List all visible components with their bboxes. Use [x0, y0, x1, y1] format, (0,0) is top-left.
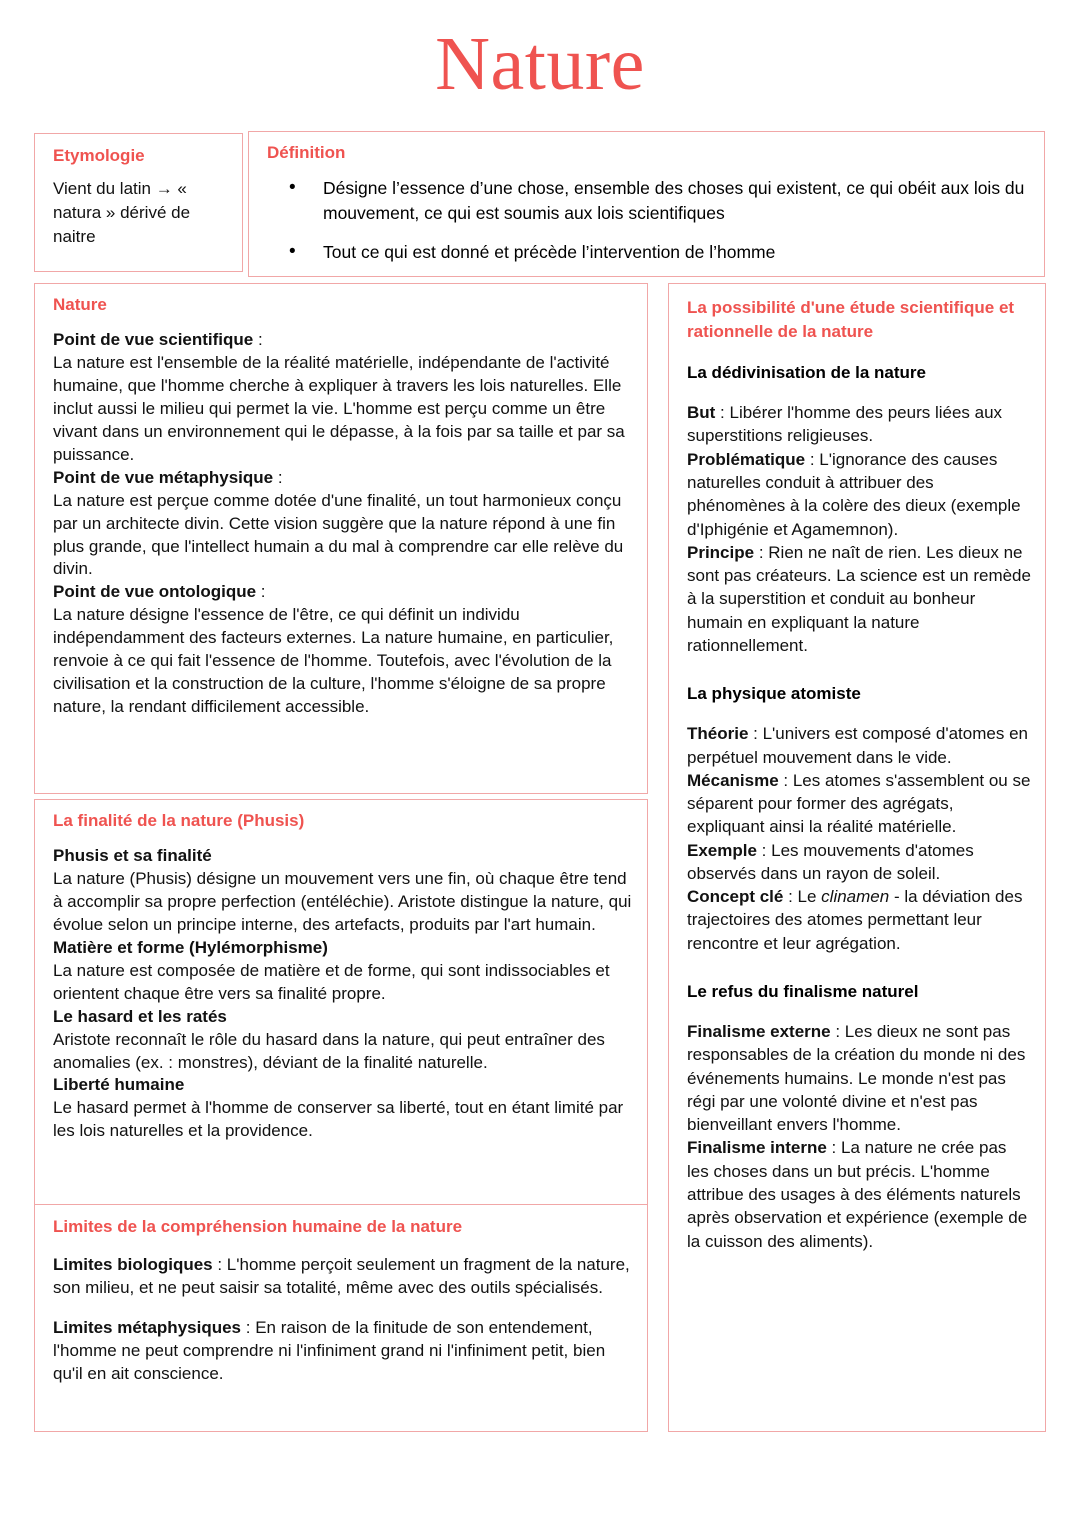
entry-text: Les mouvements d'atomes observés dans un rayon de soleil.: [687, 840, 974, 883]
entry-text: Rien ne naît de rien. Les dieux ne sont pas créateurs. La science est un remède à la superstition et conduit au bonheur humain en expliquant la nature rationnellement.: [687, 542, 1031, 655]
definition-card: [248, 131, 1045, 277]
entry-separator: :: [830, 1021, 845, 1041]
phusis-entry: [53, 1006, 633, 1075]
etude-subheading: La physique atomiste: [687, 684, 861, 704]
etude-section-body: [687, 722, 1031, 955]
entry-label: Matière et forme (Hylémorphisme): [53, 937, 328, 957]
phusis-body: [53, 845, 633, 1143]
etymologie-heading: Etymologie: [53, 146, 145, 165]
entry-text: Les atomes s'assemblent ou se séparent pour former des agrégats, expliquant ainsi la réalité matérielle.: [687, 770, 1031, 837]
entry-separator: :: [778, 770, 793, 790]
etude-subheading: Le refus du finalisme naturel: [687, 982, 919, 1002]
phusis-entry: [53, 1074, 633, 1143]
list-item: • Désigne l’essence d’une chose, ensemble des choses qui existent, ce qui obéit aux lois du mouvement, ce qui est soumis aux lois scientifiques: [323, 176, 1028, 226]
entry-label: Exemple: [687, 840, 757, 860]
etude-entry: [687, 401, 1031, 448]
entry-label: But: [687, 403, 716, 423]
entry-label: Point de vue métaphysique: [53, 467, 274, 487]
etude-entry: [687, 448, 1031, 541]
entry-text-before: Le: [797, 887, 822, 907]
etude-subheading: La dédivinisation de la nature: [687, 363, 926, 383]
phusis-heading: La finalité de la nature (Phusis): [53, 811, 305, 830]
entry-label: Limites métaphysiques: [53, 1317, 242, 1337]
entry-separator: :: [715, 403, 730, 423]
entry-label: Concept clé: [687, 887, 784, 907]
list-item: • Tout ce qui est donné et précède l’intervention de l’homme: [323, 240, 1028, 265]
entry-label: Limites biologiques: [53, 1255, 213, 1275]
entry-label: Théorie: [687, 724, 749, 744]
entry-label: Problématique: [687, 449, 806, 469]
entry-separator: :: [253, 330, 263, 350]
entry-label: Point de vue scientifique: [53, 330, 254, 350]
definition-heading: Définition: [267, 143, 346, 162]
nature-entry: [53, 467, 633, 582]
etude-entry: [687, 1136, 1031, 1252]
entry-separator: :: [783, 887, 798, 907]
entry-label: Finalisme interne: [687, 1138, 827, 1158]
etymologie-card: [34, 133, 243, 272]
entry-text: L'ignorance des causes naturelles conduit à attribuer des phénomènes à la colère des dieux (exemple d'Iphigénie et Agamemnon).: [687, 449, 1021, 539]
entry-separator: :: [241, 1317, 256, 1337]
entry-label: Le hasard et les ratés: [53, 1006, 227, 1026]
entry-text: L'homme perçoit seulement un fragment de la nature, son milieu, et ne peut saisir sa totalité, même avec des outils spécialisés.: [53, 1255, 630, 1298]
limites-heading: Limites de la compréhension humaine de la nature: [53, 1217, 463, 1236]
etude-entry: [687, 1020, 1031, 1136]
etude-entry: [687, 839, 1031, 886]
etude-scientifique-card: [668, 283, 1046, 1432]
limites-card: [34, 1204, 648, 1432]
definition-bullet-list: [267, 176, 1028, 265]
limites-entry: [53, 1317, 633, 1386]
entry-label: Phusis et sa finalité: [53, 846, 212, 866]
entry-separator: :: [256, 582, 266, 602]
nature-card: [34, 283, 648, 794]
entry-italic-term: clinamen: [821, 887, 890, 907]
etude-section-body: [687, 401, 1031, 657]
entry-text-after: - la déviation des trajectoires des atomes permettant leur rencontre et leur agrégation.: [687, 887, 1023, 953]
entry-separator: :: [805, 449, 820, 469]
nature-entry: [53, 581, 633, 719]
entry-separator: :: [754, 542, 769, 562]
etude-heading: La possibilité d'une étude scientifique et rationnelle de la nature: [687, 298, 1015, 342]
etude-entry: [687, 722, 1031, 769]
entry-text: La nature désigne l'essence de l'être, ce qui définit un individu indépendamment des facteurs externes. La nature humaine, en particulier, renvoie à ce qui fait l'essence de l'homme. Toutefois, avec l'évolution de la civilisation et la construction de la culture, l'homme s'éloigne de sa propre nature, la rendant difficilement accessible.: [53, 605, 614, 717]
entry-text: En raison de la finitude de son entendement, l'homme ne peut comprendre ni l'infiniment grand ni l'infiniment petit, bien qu'il en ait conscience.: [53, 1317, 606, 1383]
entry-separator: :: [273, 467, 283, 487]
entry-text: Le hasard permet à l'homme de conserver sa liberté, tout en étant limité par les lois naturelles et la providence.: [53, 1098, 624, 1141]
etude-entry: [687, 769, 1031, 839]
entry-text: La nature est l'ensemble de la réalité matérielle, indépendante de l'activité humaine, que l'homme cherche à expliquer à travers les lois naturelles. Elle inclut aussi le milieu qui permet la vie. L'homme est perçu comme un être vivant dans un environnement qui le dépasse, à la fois par sa taille et par sa puissance.: [53, 353, 625, 464]
etude-section-body: [687, 1020, 1031, 1253]
phusis-card: [34, 799, 648, 1209]
entry-text: L'univers est composé d'atomes en perpétuel mouvement dans le vide.: [687, 724, 1028, 767]
entry-text: La nature est composée de matière et de forme, qui sont indissociables et orientent chaque être vers sa finalité propre.: [53, 960, 610, 1003]
entry-text: La nature (Phusis) désigne un mouvement vers une fin, où chaque être tend à accomplir sa propre perfection (entéléchie). Aristote distingue la nature, qui évolue selon un principe interne, des artefacts, produits par l'art humain.: [53, 869, 632, 934]
entry-label: Principe: [687, 542, 755, 562]
etymologie-text: Vient du latin → « natura » dérivé de naitre: [53, 179, 191, 247]
entry-label: Point de vue ontologique: [53, 582, 257, 602]
entry-label: Mécanisme: [687, 770, 779, 790]
entry-text: Libérer l'homme des peurs liées aux superstitions religieuses.: [687, 403, 1003, 446]
entry-text: Les dieux ne sont pas responsables de la création du monde ni des événements humains. Le monde n'est pas régi par une volonté divine et n'est pas bienveillant envers l'homme.: [687, 1021, 1026, 1135]
phusis-entry: [53, 937, 633, 1006]
entry-label: Liberté humaine: [53, 1075, 185, 1095]
entry-separator: :: [748, 724, 763, 744]
entry-text: La nature est perçue comme dotée d'une finalité, un tout harmonieux conçu par un architecte divin. Cette vision suggère que la nature répond à une fin plus grande, que l'intellect humain a du mal à comprendre car elle relève du divin.: [53, 490, 624, 579]
entry-label: Finalisme externe: [687, 1021, 831, 1041]
entry-text: Aristote reconnaît le rôle du hasard dans la nature, qui peut entraîner des anomalies (ex. : monstres), déviant de la finalité naturelle.: [53, 1029, 605, 1072]
etude-entry: [687, 541, 1031, 657]
entry-separator: :: [826, 1138, 841, 1158]
nature-heading: Nature: [53, 295, 107, 314]
etude-entry: [687, 885, 1031, 955]
limites-body: [53, 1254, 633, 1386]
limites-entry: [53, 1254, 633, 1300]
nature-body: [53, 329, 633, 719]
phusis-entry: [53, 845, 633, 937]
entry-separator: :: [212, 1255, 227, 1275]
page-title: Nature: [435, 22, 645, 106]
entry-text: La nature ne crée pas les choses dans un but précis. L'homme attribue des usages à des éléments naturels après observation et expérience (exemple de la cuisson des aliments).: [687, 1138, 1028, 1251]
nature-entry: [53, 329, 633, 467]
entry-separator: :: [756, 840, 772, 860]
